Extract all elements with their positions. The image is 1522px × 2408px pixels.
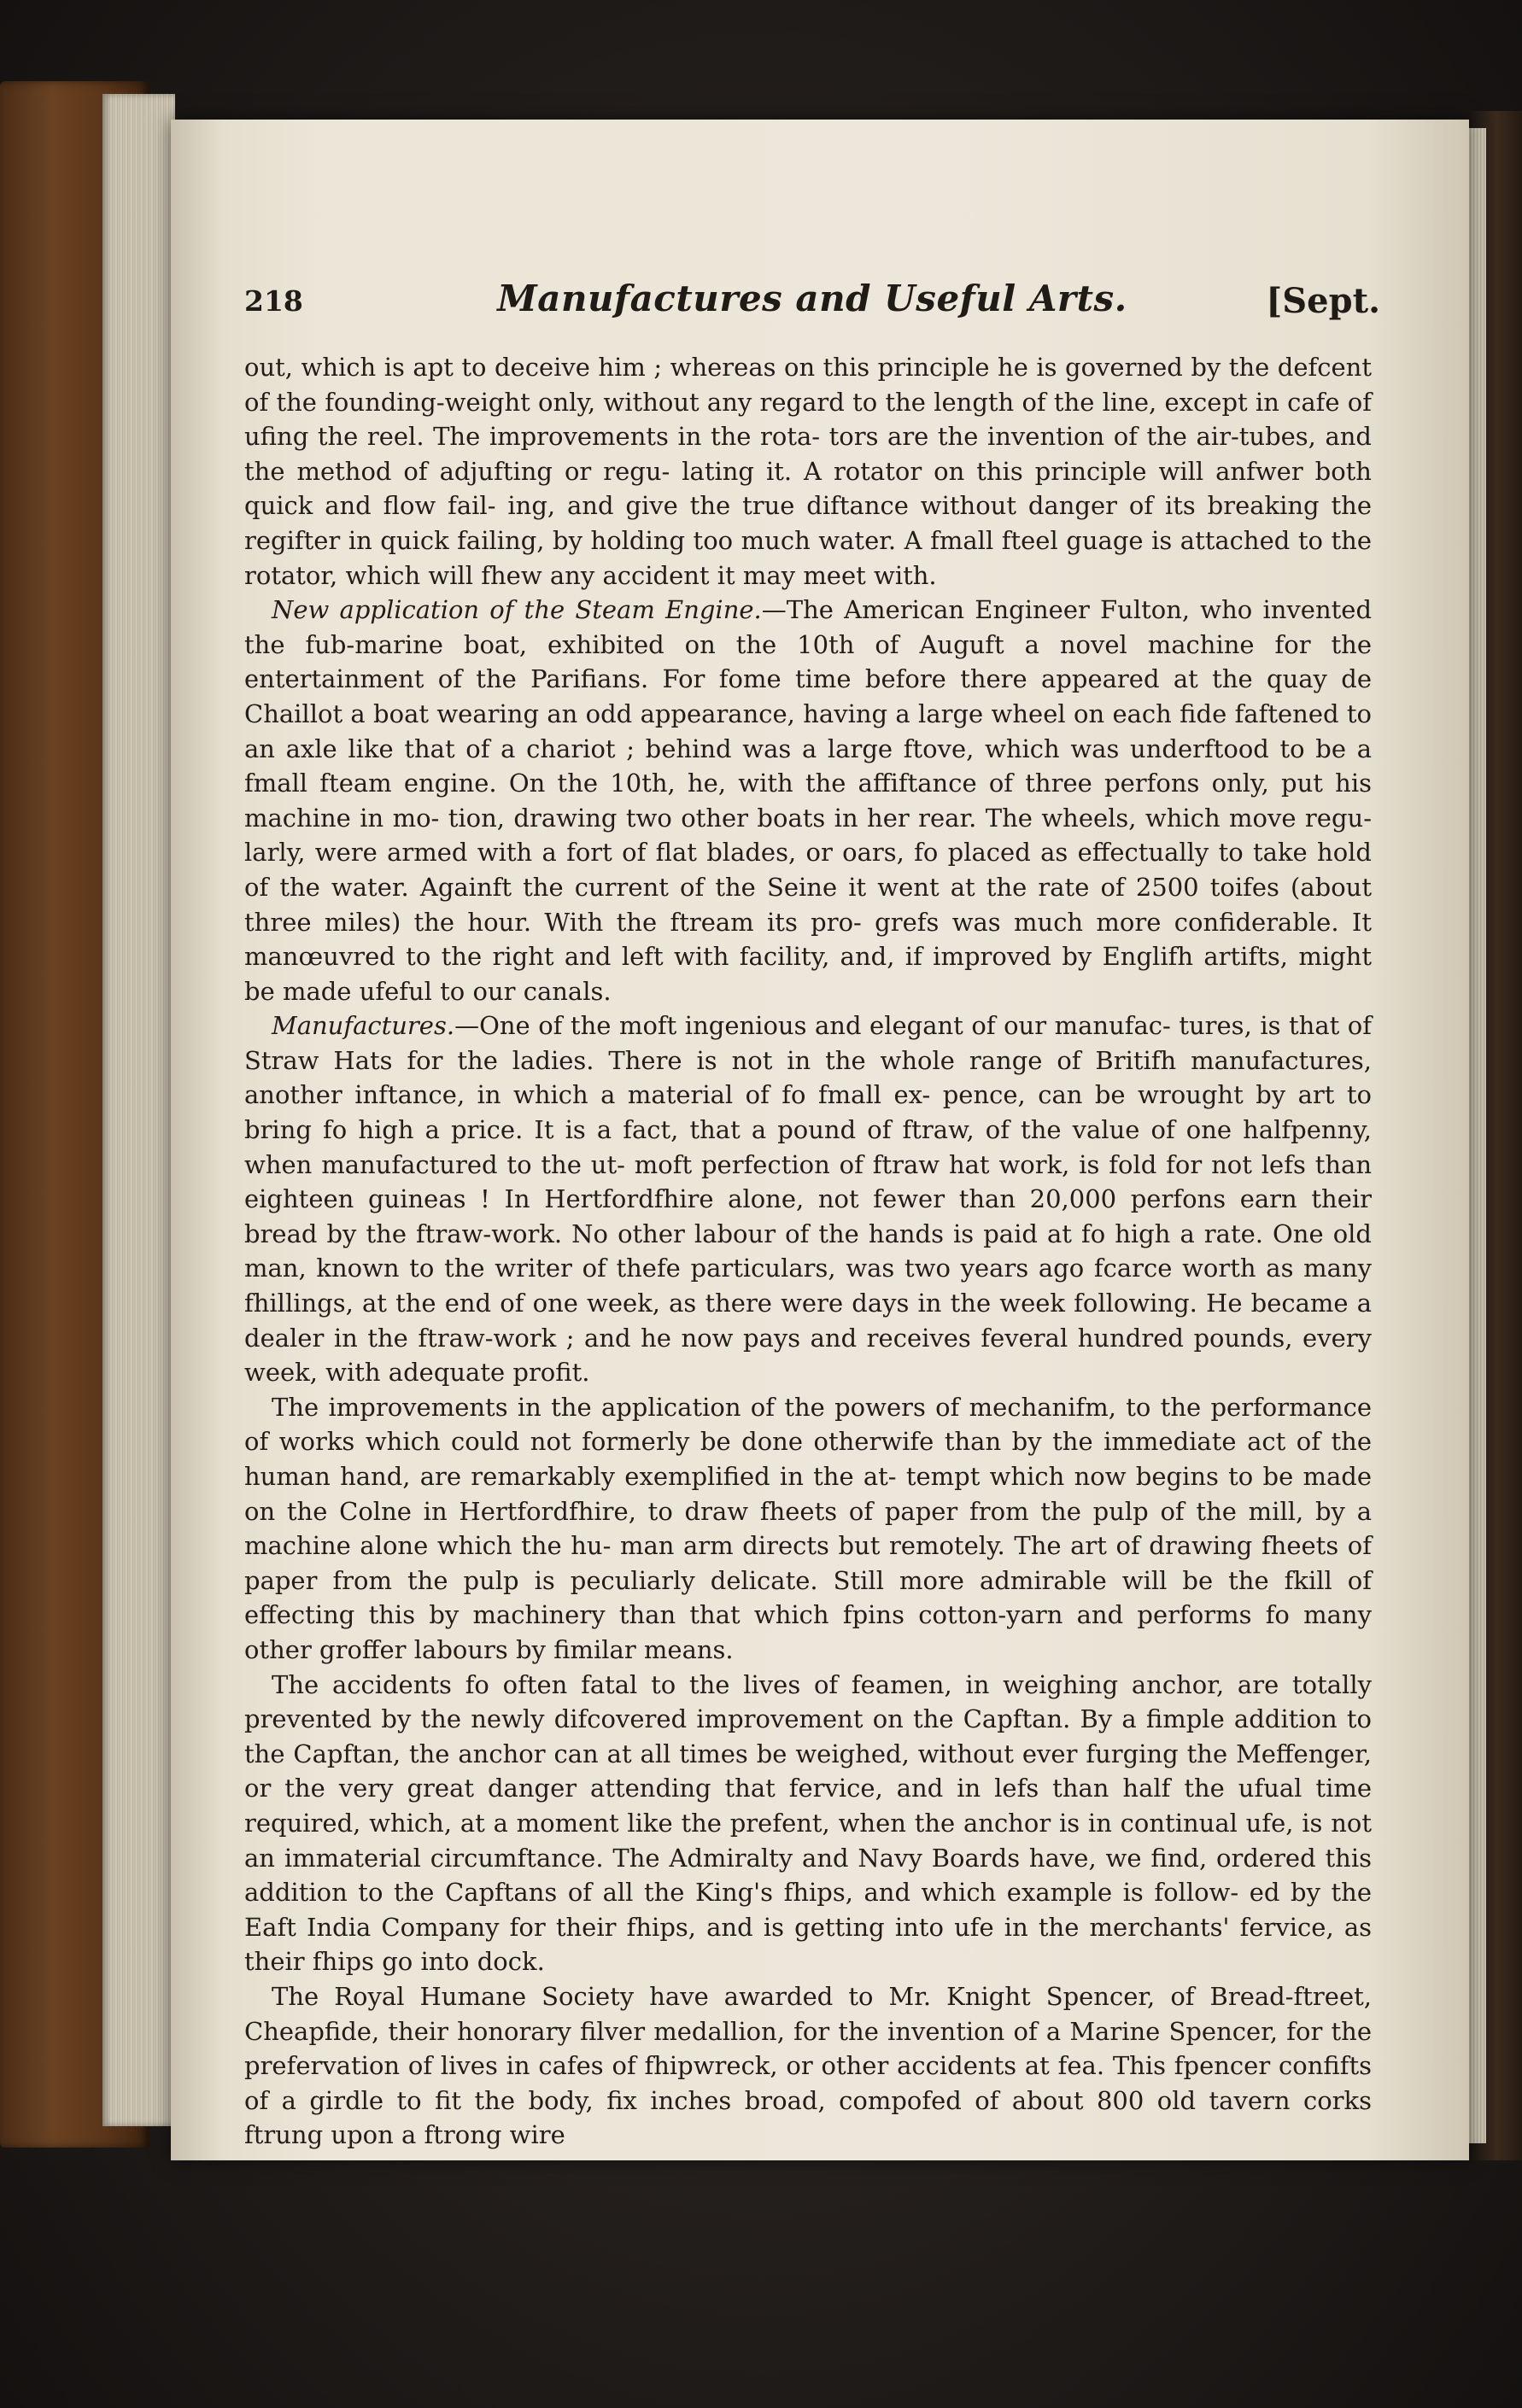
paragraph-lead: New application of the Steam Engine. bbox=[272, 595, 762, 625]
paragraph-text: The Royal Humane Society have awarded to Mr. Knight Spencer, of Bread-ftreet, Cheapfide, their honorary filver medallion, for the invention of a Marine Spencer, for the prefervation of lives in cafes of fhipwreck, or other accidents at fea. This fpencer confifts of a girdle to fit the body, fix inches broad, compofed of about 800 old tavern corks ftrung upon a ftrong wire bbox=[244, 1981, 1372, 2150]
paragraph bbox=[244, 1390, 1372, 1668]
paragraph-lead: Manufactures. bbox=[272, 1011, 455, 1041]
page-number: 218 bbox=[244, 284, 303, 318]
paragraph-text: The improvements in the application of the powers of mechanifm, to the performance of works which could not formerly be done otherwife than by the immediate act of the human hand, are remarkably exemplified in the at- tempt which now begins to be made on the Colne in Hertfordfhire, to draw fheets of paper from the pulp of the mill, by a machine alone which the hu- man arm directs but remotely. The art of drawing fheets of paper from the pulp is peculiarly delicate. Still more admirable will be the fkill of effecting this by machinery than that which fpins cotton-yarn and performs fo many other groffer labours by fimilar means. bbox=[244, 1392, 1372, 1664]
month-label: [Sept. bbox=[1266, 281, 1380, 321]
paragraph bbox=[244, 1668, 1372, 1979]
running-header bbox=[244, 278, 1380, 337]
paragraph-text: —The American Engineer Fulton, who invented the fub-marine boat, exhibited on the 10th of Auguft a novel machine for the entertainment of the Parifians. For fome time before there appeared at the quay de Chaillot a boat wearing an odd appearance, having a large wheel on each fide faftened to an axle like that of a chariot ; behind was a large ftove, which was underftood to be a fmall fteam engine. On the 10th, he, with the affiftance of three perfons only, put his machine in mo- tion, drawing two other boats in her rear. The wheels, which move regu- larly, were armed with a fort of flat blades, or oars, fo placed as effectually to take hold of the water. Againft the current of the Seine it went at the rate of 2500 toifes (about three miles) the hour. With the ftream its pro- grefs was much more confiderable. It manœuvred to the right and left with facility, and, if improved by Englifh artifts, might be made ufeful to our canals. bbox=[244, 595, 1373, 1006]
running-title: Manufactures and Useful Arts. bbox=[497, 278, 1127, 319]
paragraph bbox=[244, 1979, 1372, 2153]
page-edges-left bbox=[102, 94, 175, 2126]
paragraph-text: out, which is apt to deceive him ; whereas on this principle he is governed by the defcent of the founding-weight only, without any regard to the length of the line, except in cafe of ufing the reel. The improvements in the rota- tors are the invention of the air-tubes, and the method of adjufting or regu- lating it. A rotator on this principle will anfwer both quick and flow fail- ing, and give the true diftance without danger of its breaking the regifter in quick failing, by holding too much water. A fmall fteel guage is attached to the rotator, which will fhew any accident it may meet with. bbox=[244, 353, 1372, 590]
paragraph-text: —One of the moft ingenious and elegant of our manufac- tures, is that of Straw Hats for the ladies. There is not in the whole range of Britifh manufactures, another inftance, in which a material of fo fmall ex- pence, can be wrought by art to bring fo high a price. It is a fact, that a pound of ftraw, of the value of one halfpenny, when manufactured to the ut- moft perfection of ftraw hat work, is fold for not lefs than eighteen guineas ! In Hertfordfhire alone, not fewer than 20,000 perfons earn their bread by the ftraw-work. No other labour of the hands is paid at fo high a rate. One old man, known to the writer of thefe particulars, was two years ago fcarce worth as many fhillings, at the end of one week, as there were days in the week following. He became a dealer in the ftraw-work ; and he now pays and receives feveral hundred pounds, every week, with adequate profit. bbox=[244, 1011, 1372, 1388]
page-edges-right bbox=[1467, 128, 1486, 2143]
article-body bbox=[244, 350, 1372, 2153]
paragraph bbox=[244, 350, 1372, 593]
paragraph-text: The accidents fo often fatal to the lives of feamen, in weighing anchor, are totally prevented by the newly difcovered improvement on the Capftan. By a fimple addition to the Capftan, the anchor can at all times be weighed, without ever furging the Meffenger, or the very great danger attending that fervice, and in lefs than half the ufual time required, which, at a moment like the prefent, when the anchor is in continual ufe, is not an immaterial circumftance. The Admiralty and Navy Boards have, we find, ordered this addition to the Capftans of all the King's fhips, and which example is follow- ed by the Eaft India Company for their fhips, and is getting into ufe in the merchants' fervice, as their fhips go into dock. bbox=[244, 1669, 1372, 1977]
paragraph bbox=[244, 593, 1372, 1008]
paragraph bbox=[244, 1008, 1372, 1390]
